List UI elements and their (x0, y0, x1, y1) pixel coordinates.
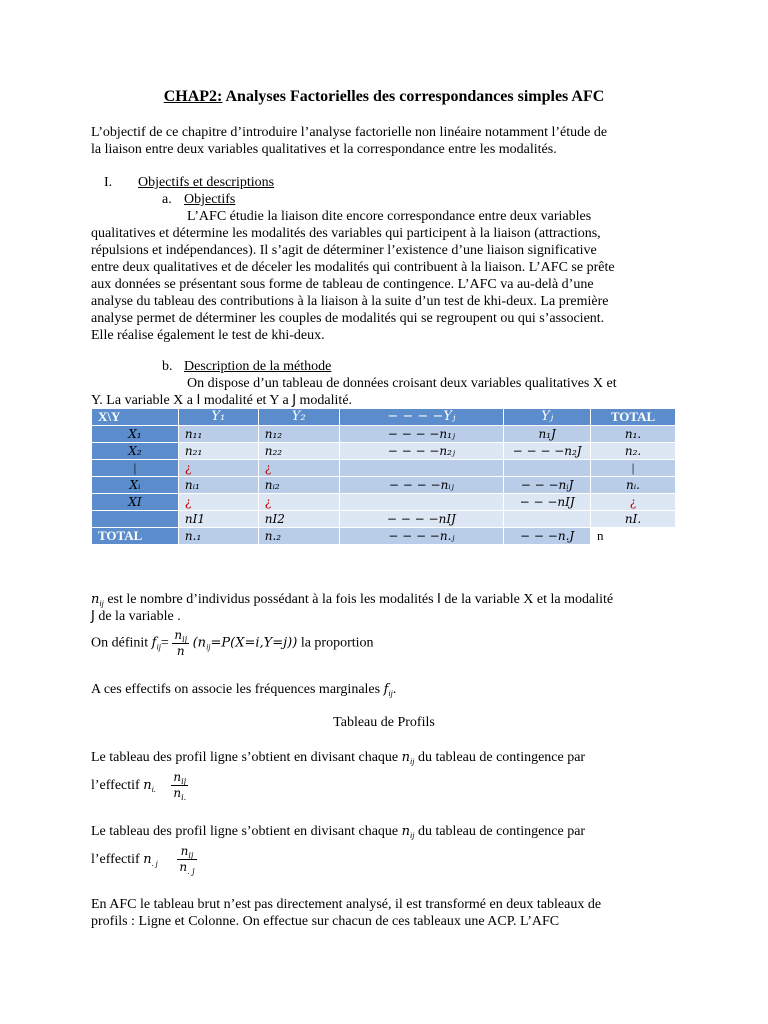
table-cell: − − − −n₂ⱼ (339, 443, 504, 460)
table-cell: n₂₂ (258, 443, 339, 460)
table-cell: nᵢ₁ (178, 477, 258, 494)
table-cell (504, 511, 591, 528)
table-cell: − − −n.J (504, 528, 591, 545)
pl2-e-symbol: n (143, 852, 152, 867)
marg-text-b: . (392, 682, 397, 697)
table-cell: n (591, 528, 676, 545)
definition-line (91, 628, 374, 659)
nij-subscript: ij (99, 599, 104, 608)
table-cell: − − −nIJ (504, 494, 591, 511)
frac-den: n (176, 644, 185, 658)
table-cell: nᵢ. (591, 477, 676, 494)
row-header: Xᵢ (92, 477, 179, 494)
para1-var-i: I (437, 592, 441, 607)
table-header-cell: − − − −Yⱼ (339, 409, 504, 426)
objectifs-line-4: entre deux qualitatives et de déceler les modalités qui contribuent à la liaison. L’AFC se prête (91, 260, 615, 275)
table-header-cell: TOTAL (591, 409, 676, 426)
para1-text-g: de la variable . (94, 609, 181, 624)
pl1-e-sub: i. (151, 785, 156, 794)
table-cell: ¿ (258, 494, 339, 511)
intro-line-2: la liaison entre deux variables qualitatives et la correspondance entre les modalités. (91, 142, 557, 157)
pl2-frac-den: n (179, 860, 188, 875)
para-nij-line-1 (91, 591, 613, 608)
f-symbol: f (151, 635, 157, 651)
pl1-e-symbol: n (143, 778, 152, 793)
table-row (92, 460, 676, 477)
objectifs-line-8: Elle réalise également le test de khi-deux. (91, 328, 325, 343)
table-cell: − − − −n₁ⱼ (339, 426, 504, 443)
profil-ligne-line-2 (91, 768, 188, 804)
nij-symbol: n (91, 592, 100, 607)
fraction-nij-n (172, 628, 189, 659)
table-cell: − − −nᵢJ (504, 477, 591, 494)
pl1-frac-num-sub: ij (181, 777, 187, 787)
chapter-label: CHAP2: (163, 88, 223, 105)
fraction-nij-nj (177, 844, 196, 875)
table-header-row (92, 409, 676, 426)
row-header: X₁ (92, 426, 179, 443)
table-cell: n₂₁ (178, 443, 258, 460)
objectifs-line-2: qualitatives et détermine les modalités des variables qui participent à la liaison (attractions, (91, 226, 601, 241)
profils-heading: Tableau de Profils (333, 715, 435, 730)
table-cell (339, 460, 504, 477)
table-row (92, 426, 676, 443)
sub-a-title: Objectifs (184, 192, 236, 207)
define-text-b: la proportion (297, 635, 374, 651)
table-cell: ¿ (258, 460, 339, 477)
pl2-frac-num-sub: ij (188, 851, 194, 861)
row-header: TOTAL (92, 528, 179, 545)
marg-text-a: A ces effectifs on associe les fréquences marginales (91, 682, 384, 697)
table-cell: n₁₂ (258, 426, 339, 443)
table-cell (504, 460, 591, 477)
table-row (92, 443, 676, 460)
frac-num-sub: ij (182, 635, 188, 644)
table-header-cell: Y₂ (258, 409, 339, 426)
desc-line-2 (91, 392, 352, 409)
pl1-frac-den: n (173, 786, 182, 801)
intro-line-1: L’objectif de ce chapitre d’introduire l’analyse factorielle non linéaire notamment l’étude de (91, 125, 608, 140)
profil-ligne-line-1 (91, 749, 585, 766)
equals-sign: = (160, 635, 169, 651)
table-cell: n.₁ (178, 528, 258, 545)
pl1-n-sub: ij (410, 757, 415, 766)
para1-text-e: de la variable X et la modalité (440, 592, 614, 607)
objectifs-line-7: analyse permet de déterminer les couples de modalités qui se regroupent ou qui s’associent. (91, 311, 605, 326)
row-header: XI (92, 494, 179, 511)
define-text-a: On définit (91, 635, 152, 651)
chapter-title: Analyses Factorielles des correspondances simples AFC (222, 88, 605, 105)
fraction-nij-ni (171, 770, 188, 801)
frac-num: n (174, 628, 183, 642)
table-cell: − − − −n.ⱼ (339, 528, 504, 545)
desc-text-a: Y. La variable X a (91, 393, 197, 408)
pl1-text-a: Le tableau des profil ligne s’obtient en divisant chaque (91, 750, 402, 765)
table-row (92, 477, 676, 494)
table-cell: − − − −nᵢⱼ (339, 477, 504, 494)
table-cell: n₁. (591, 426, 676, 443)
desc-text-e: modalité. (296, 393, 353, 408)
pl2-e-sub: . j (151, 859, 158, 868)
pl1-frac-den-sub: i. (181, 793, 187, 803)
pl1-text-c: l’effectif (91, 778, 144, 793)
pl2-n-sub: ij (410, 831, 415, 840)
desc-var-j: J (292, 393, 297, 408)
table-cell: − − − −n₂J (504, 443, 591, 460)
pl2-text-a: Le tableau des profil ligne s’obtient en divisant chaque (91, 824, 402, 839)
prob-expr-b: =P(X=i,Y=j)) (210, 635, 298, 651)
table-cell: n₁₁ (178, 426, 258, 443)
table-header-cell: Y₁ (178, 409, 258, 426)
pl1-text-b: du tableau de contingence par (414, 750, 586, 765)
table-cell: ¿ (178, 494, 258, 511)
table-cell: nI2 (258, 511, 339, 528)
desc-text-c: modalité et Y a (200, 393, 293, 408)
marg-f-subscript: ij (388, 689, 393, 698)
para1-var-j: J (91, 609, 95, 624)
page-title (0, 88, 768, 106)
contingency-table (91, 408, 676, 545)
para-nij-line-2 (91, 608, 181, 625)
marginal-frequencies-line (91, 681, 396, 698)
desc-var-i: I (196, 393, 201, 408)
objectifs-line-6: analyse du tableau des contributions à la liaison à la suite d’un test de khi-deux. La première (91, 294, 609, 309)
profil-colonne-line-1 (91, 823, 585, 840)
prob-expr-sub: ij (206, 642, 211, 652)
pl2-frac-den-sub: . j (187, 867, 195, 877)
table-cell: n₂. (591, 443, 676, 460)
table-cell (339, 494, 504, 511)
row-header: X₂ (92, 443, 179, 460)
f-subscript: ij (156, 642, 161, 652)
prob-expr-a: (n (192, 635, 207, 651)
objectifs-line-1: L’AFC étudie la liaison dite encore correspondance entre deux variables (187, 209, 592, 224)
table-cell: n.₂ (258, 528, 339, 545)
sub-b-number: b. (162, 359, 173, 374)
pl2-frac-num: n (180, 844, 189, 859)
pl2-n-symbol: n (401, 824, 410, 839)
table-row (92, 511, 676, 528)
pl1-n-symbol: n (401, 750, 410, 765)
table-cell: nI1 (178, 511, 258, 528)
section-1-number: I. (104, 175, 113, 190)
table-header-cell: X\Y (92, 409, 179, 426)
objectifs-line-3: répulsions et indépendances). Il s’agit de déterminer l’existence d’une liaison significative (91, 243, 597, 258)
table-cell: n₁J (504, 426, 591, 443)
pl2-text-b: du tableau de contingence par (414, 824, 586, 839)
sub-a-number: a. (162, 192, 172, 207)
final-line-1: En AFC le tableau brut n’est pas directement analysé, il est transformé en deux tableaux de (91, 897, 602, 912)
table-cell: nI. (591, 511, 676, 528)
desc-line-1: On dispose d’un tableau de données croisant deux variables qualitatives X et (187, 376, 617, 391)
para1-text-c: est le nombre d’individus possédant à la fois les modalités (103, 592, 438, 607)
table-total-row (92, 528, 676, 545)
table-header-cell: Yⱼ (504, 409, 591, 426)
table-cell: − − − −nIJ (339, 511, 504, 528)
table-cell: | (591, 460, 676, 477)
row-header (92, 511, 179, 528)
sub-b-title: Description de la méthode (184, 359, 332, 374)
profil-colonne-line-2 (91, 842, 197, 878)
pl1-frac-num: n (173, 770, 182, 785)
table-row (92, 494, 676, 511)
final-line-2: profils : Ligne et Colonne. On effectue sur chacun de ces tableaux une ACP. L’AFC (91, 914, 560, 929)
table-cell: ¿ (178, 460, 258, 477)
section-1-title: Objectifs et descriptions (138, 175, 275, 190)
objectifs-line-5: aux données se présentant sous forme de tableau de contingence. L’AFC va au-delà d’une (91, 277, 594, 292)
marg-f-symbol: f (383, 682, 389, 697)
pl2-text-c: l’effectif (91, 852, 144, 867)
table-cell: ¿ (591, 494, 676, 511)
table-cell: nᵢ₂ (258, 477, 339, 494)
row-header: | (92, 460, 179, 477)
